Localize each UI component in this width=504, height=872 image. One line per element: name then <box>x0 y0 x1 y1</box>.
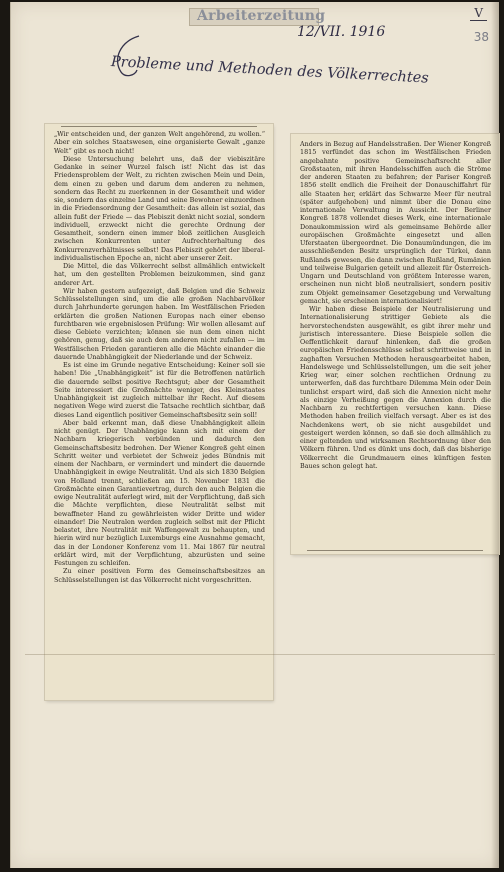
article-paragraph: Wir haben gestern aufgezeigt, daß Belgien und die Schweiz Schlüsselstellungen sind, um die alle großen Nachbarvölker durch Jahrhunderte gerungen haben. Im Westfälischen Frieden erklärten die großen Nationen Europas nach einer ebenso furchtbaren wie ergebnislosen Prüfung: Wir wollen allesamt auf diese Gebiete verzichten; können sie nun dem einen nicht gehören, genug, daß sie auch dem anderen nicht zufallen — im Westfälischen Frieden garantieren alle die Mächte einander die dauernde Unabhängigkeit der Niederlande und der Schweiz. <box>54 286 265 361</box>
article-paragraph: Anders in Bezug auf Handelsstraßen. Der Wiener Kongreß 1815 verfündet das schon im Westfälischen Frieden angebahnte positive Gemeinschaftsrecht aller Großstaaten, mit ihren Handelsschiffen auch die Ströme der anderen Staaten zu befahren; der Pariser Kongreß 1856 stellt endlich die Freiheit der Donauschiffahrt für alle Staaten her, erklärt das Schwarze Meer für neutral (später aufgehoben) und nimmt über die Donau eine internationale Verwaltung in Aussicht. Der Berliner Kongreß 1878 vollendet dieses Werk, eine internationale Donaukommission wird als gemeinsame Behörde aller europäischen Großmächte eingesetzt und allen Uferstaaten übergeordnet. Die Donaumündungen, die im ausschließenden Besitz ursprünglich der Türkei, dann Rußlands gewesen, die dann zwischen Rußland, Rumänien und teilweise Bulgarien geteilt und allezeit für Österreich-Ungarn und Deutschland von größtem Interesse waren, erscheinen nun nicht bloß neutralisiert, sondern positiv zum Objekt gemeinsamer Gesetzgebung und Verwaltung gemacht, sie erscheinen internationalisiert! <box>300 140 492 305</box>
clipping-right-column <box>291 134 499 554</box>
right-column-text <box>300 140 491 470</box>
paper-fold-line <box>25 654 495 655</box>
archive-sheet <box>10 2 499 868</box>
page-edge-shadow <box>491 2 499 868</box>
article-paragraph: Die Mittel, die das Völkerrecht selbst allmählich entwickelt hat, um den gestellten Problemen beizukommen, sind ganz anderer Art. <box>54 262 265 287</box>
handwritten-date: 12/VII. 1916 <box>297 24 386 40</box>
clipping-left-column <box>45 124 273 700</box>
archive-mark <box>470 6 487 21</box>
column-rule-bottom <box>307 550 483 551</box>
article-paragraph: Diese Untersuchung belehrt uns, daß der viebiszitäre Gedanke in seiner Wurzel falsch ist! Nicht das ist das Friedensproblem der Welt, zu richten zwischen Mein und Dein, dem einen zu geben und darum dem anderen zu nehmen, sondern das Recht zu zuerkennen in der Gesamtheit und wider sie, sondern das einzelne Land und seine Bewohner einzuordnen in die Friedensordnung der Gesamtheit: das allein ist sozial, das allein fußt der Friede — das Plebiszit denkt nicht sozial, sondern individuell, erzweckt nicht die gerechte Ordnung der Gesamtheit, sondern einen immer bloß zeitlichen Ausgleich zwischen Konkurrenten unter Aufrechterhaltung des Konkurrenzverhältnisses selbst! Das Plebiszit gehört der liberal-individualistischen Epoche an, nicht aber unserer Zeit. <box>54 154 265 262</box>
article-paragraph: Wir haben diese Beispiele der Neutralisierung und Internationalisierung strittiger Gebiete als die hervorstechendsten ausgewählt, es gibt ihrer mehr und juristisch interessantere. Diese Beispiele sollen die Oeffentlichkeit darauf hinlenken, daß die großen europäischen Friedensschlüsse selbst schrittweise und in zaghaften Versuchen Methoden herausgearbeitet haben, Handelswege und Schlüsselstellungen, um die seit jeher Krieg war, einer solchen rechtlichen Ordnung zu unterwerfen, daß das furchtbare Dilemma Mein oder Dein tunlichst erspart wird, daß sich die Annexion nicht mehr als einzige Verheißung gegen die Annexion durch die Nachbarn zu rechtfertigen versuchen kann. Diese Methoden haben freilich vielfach versagt. Aber es ist des Nachdenkens wert, ob sie nicht ausgebildet und gesteigert werden können, so daß sie doch allmählich zu einer geltenden und wirksamen Rechtsordnung über den Völkern führen. Und es dünkt uns doch, daß das bisherige Völkerrecht die Grundmauern eines künftigen festen Baues schon gelegt hat. <box>300 305 491 470</box>
article-paragraph: Zu einer positiven Form des Gemeinschaftsbesitzes an Schlüsselstellungen ist das Völkerrecht nicht vorgeschritten. <box>54 567 265 584</box>
article-paragraph: Es ist eine im Grunde negative Entscheidung: Keiner soll sie haben! Die „Unabhängigkeit“ ist für die Betroffenen natürlich die dauernde selbst positive Rechtsgut; aber der Gesamtheit Seite interessiert die Großmächte weniger, des Kleinstaates Unabhängigkeit ist zugleich mittelbar ihr Recht. Auf diesem negativen Wege wird zuerst die Tatsache rechtlich sichtbar, daß dieses Land eigentlich positiver Gemeinschaftsbesitz sein soll! <box>54 361 265 419</box>
archive-roman-numeral: V <box>470 6 487 21</box>
article-paragraph: „Wir entscheiden und, der ganzen Welt angehörend, zu wollen.“ Aber ein solches Staatswesen, eine organisierte Gewalt „ganze Welt“ gibt es noch nicht! <box>54 130 265 155</box>
column-rule-top <box>61 126 257 127</box>
handwritten-title: Probleme und Methoden des Völkerrechtes <box>110 54 430 87</box>
archive-number: 38 <box>473 30 489 44</box>
newspaper-stamp: Arbeiterzeitung <box>197 8 326 24</box>
article-paragraph: Aber bald erkennt man, daß diese Unabhängigkeit allein nicht genügt. Der Unabhängige kann sich mit einem der Nachbarn kriegerisch verbünden und dadurch den Gemeinschaftsbesitz bedrohen. Der Wiener Kongreß geht einen Schritt weiter und verbietet der Schweiz jedes Bündnis mit einem der Nachbarn, er vermindert und mindert die dauernde Unabhängigkeit in ewige Neutralität. Und als sich 1830 Belgien von Holland trennt, schließen am 15. November 1831 die Großmächte einen Garantievertrag, durch den auch Belgien die ewige Neutralität auferlegt wird, mit der Verpflichtung, daß sich die Mächte verpflichten, diese Neutralität selbst mit bewaffneter Hand zu gewährleisten wider Dritte und wider einander! Die Neutralen werden zugleich selbst mit der Pflicht belastet, ihre Neutralität mit Waffengewalt zu behaupten, und hierin wird nur bezüglich Luxemburgs eine Ausnahme gemacht, das in der Londoner Konferenz vom 11. Mai 1867 für neutral erklärt wird, mit der Verpflichtung, abzurüsten und seine Festungen zu schleifen. <box>54 418 265 567</box>
left-column-text <box>54 130 265 584</box>
